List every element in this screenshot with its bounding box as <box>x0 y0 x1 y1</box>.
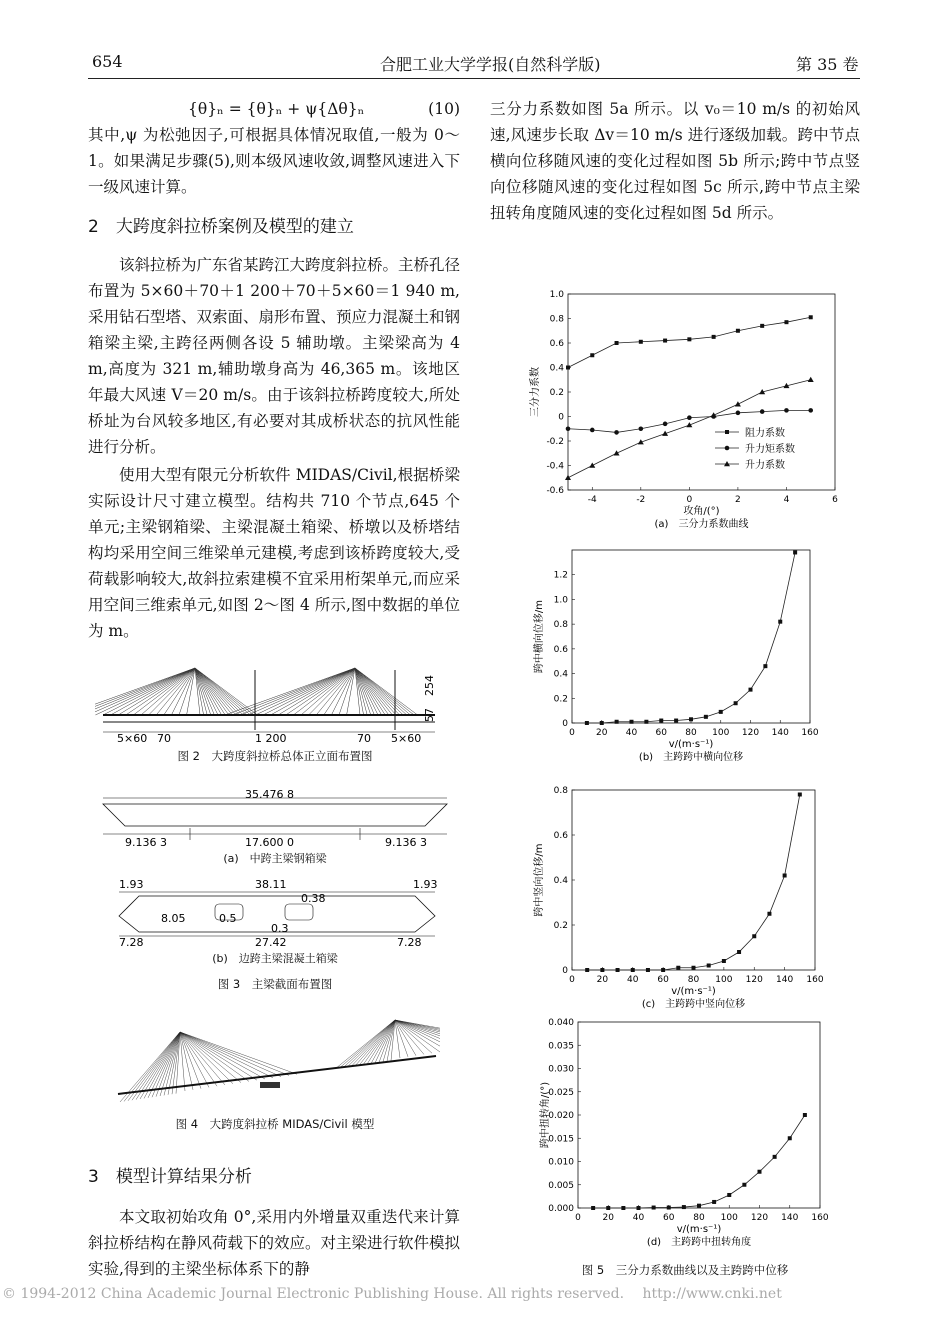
x-tick-label: 0 <box>686 495 693 505</box>
data-point <box>639 426 644 431</box>
data-point <box>722 959 726 963</box>
dim-bottom-mid: 27.42 <box>255 936 287 948</box>
x-tick-label: 160 <box>801 728 819 738</box>
dim-bottom-left: 7.28 <box>119 936 144 948</box>
y-axis-label: 跨中竖向位移/m <box>534 843 545 917</box>
figure-3b-concrete-box-girder <box>95 876 455 948</box>
y-tick-label: 0.8 <box>549 314 564 325</box>
figure-2-bridge-elevation <box>95 660 455 745</box>
data-point <box>585 968 589 972</box>
dim-anchor-span-left: 70 <box>157 732 171 745</box>
chart-5b-lateral-displacement <box>520 540 850 775</box>
dim-tower-height: 254 <box>423 675 436 696</box>
y-tick-label: 1.2 <box>553 570 568 581</box>
y-tick-label: 0.035 <box>548 1041 574 1052</box>
y-tick-label: 0.8 <box>553 620 568 631</box>
plot-frame <box>572 550 810 723</box>
y-tick-label: 0.2 <box>553 694 568 705</box>
right-column <box>490 96 860 226</box>
data-point <box>646 968 650 972</box>
x-tick-label: 100 <box>715 975 733 985</box>
x-axis-label: v/(m·s⁻¹) <box>676 1224 722 1235</box>
data-point <box>615 720 619 724</box>
x-tick-label: 40 <box>627 975 639 985</box>
equation-text: {θ}ₙ = {θ}ₙ + ψ{Δθ}ₙ <box>188 100 365 118</box>
data-point <box>767 912 771 916</box>
dim-cell-gap: 0.5 <box>219 912 237 925</box>
data-point <box>591 1206 595 1210</box>
x-tick-label: 0 <box>575 1213 581 1223</box>
y-tick-label: 0.6 <box>553 644 568 655</box>
x-tick-label: 160 <box>806 975 824 985</box>
data-point <box>712 1200 716 1204</box>
x-tick-label: 20 <box>596 728 608 738</box>
y-tick-label: 0.4 <box>553 669 568 680</box>
chart-5c-vertical-displacement <box>520 780 850 1010</box>
data-point <box>590 428 595 433</box>
dim-left-edge: 1.93 <box>119 878 144 891</box>
y-axis-label: 跨中横向位移/m <box>534 599 545 674</box>
data-point <box>727 1193 731 1197</box>
data-point <box>606 1206 610 1210</box>
x-axis-label: v/(m·s⁻¹) <box>668 739 714 750</box>
x-tick-label: 140 <box>776 975 794 985</box>
data-point <box>803 1113 807 1117</box>
plot-frame <box>578 1022 820 1208</box>
data-point <box>686 422 692 427</box>
data-point <box>711 412 717 417</box>
data-point <box>667 1206 671 1210</box>
legend-marker <box>725 430 729 434</box>
data-point <box>760 409 765 414</box>
dim-pier-height: 57 <box>423 708 436 722</box>
x-tick-label: 60 <box>663 1213 675 1223</box>
data-point <box>773 1155 777 1159</box>
dim-right-edge: 1.93 <box>413 878 438 891</box>
y-tick-label: 0.025 <box>548 1087 574 1098</box>
x-tick-label: 20 <box>596 975 609 985</box>
journal-title: 合肥工业大学学报(自然科学版) <box>380 55 601 74</box>
data-point <box>735 401 741 406</box>
data-point <box>585 721 589 725</box>
page-number: 654 <box>92 52 123 71</box>
dim-center-width: 17.600 0 <box>245 836 294 848</box>
x-axis-label: 攻角/(°) <box>683 506 720 517</box>
chart-5d-torsion-angle <box>520 1012 850 1248</box>
plot-frame <box>568 294 835 490</box>
x-axis-label: v/(m·s⁻¹) <box>671 986 716 997</box>
y-tick-label: 0.020 <box>548 1111 574 1121</box>
paragraph: 其中,ψ 为松弛因子,可根据具体情况取值,一般为 0～1。如果满足步骤(5),则本级风速收敛,调整风速进入下一级风速计算。 <box>88 126 460 196</box>
data-point <box>760 324 764 328</box>
x-tick-label: 60 <box>657 975 669 985</box>
figure-3-caption: 图 3 主梁截面布置图 <box>217 977 333 991</box>
y-tick-label: 0.6 <box>549 339 564 349</box>
data-point <box>663 339 667 343</box>
x-tick-label: 140 <box>781 1213 799 1223</box>
data-point <box>736 411 741 416</box>
x-tick-label: 100 <box>712 728 730 738</box>
data-point <box>621 1206 625 1210</box>
section-heading-3: 3 模型计算结果分析 <box>88 1167 252 1187</box>
y-tick-label: -0.6 <box>546 486 564 496</box>
y-axis-label: 跨中扭转角/(°) <box>540 1081 551 1149</box>
data-point <box>659 719 663 723</box>
x-tick-label: 80 <box>693 1213 705 1223</box>
paragraph: 本文取初始攻角 0°,采用内外增量双重迭代来计算斜拉桥结构在静风荷载下的效应。对主梁进行软件模拟实验,得到的主梁坐标体系下的静 <box>88 1208 461 1278</box>
data-point <box>809 315 813 319</box>
y-tick-label: 0.030 <box>548 1064 574 1075</box>
figure-3b-label: (b) 边跨主梁混凝土箱梁 <box>212 952 338 965</box>
data-point <box>778 620 782 624</box>
chart-title: (d) 主跨跨中扭转角度 <box>646 1237 752 1248</box>
x-tick-label: 6 <box>832 495 838 505</box>
y-tick-label: 0 <box>562 966 568 976</box>
y-tick-label: 0.4 <box>549 363 564 374</box>
y-tick-label: 0.2 <box>549 388 564 398</box>
data-point <box>758 1170 762 1174</box>
x-tick-label: 2 <box>735 495 741 505</box>
section-heading-2: 2 大跨度斜拉桥案例及模型的建立 <box>88 217 354 237</box>
figure-4-midas-model <box>110 1012 440 1108</box>
y-tick-label: 0.040 <box>548 1018 574 1028</box>
x-tick-label: -4 <box>587 495 597 505</box>
dim-anchor-span-right: 70 <box>357 732 371 745</box>
x-tick-label: 0 <box>569 975 575 985</box>
data-point <box>808 408 813 413</box>
paragraph: 三分力系数如图 5a 所示。以 v₀＝10 m/s 的初始风速,风速步长取 Δv＝10 m/s 进行逐级加载。跨中节点横向位移随风速的变化过程如图 5b 所示;跨中节点竖向位移随风速的变化过程如图 5c 所示,跨中节点主梁扭转角度随风速的变化过程如图 5d 所示。 <box>490 100 860 222</box>
data-point <box>689 717 693 721</box>
y-tick-label: 0.2 <box>553 921 568 931</box>
data-point <box>784 408 789 413</box>
y-tick-label: 0 <box>562 719 568 729</box>
y-tick-label: 0 <box>558 412 564 423</box>
data-point <box>687 337 691 341</box>
data-point <box>682 1205 686 1209</box>
data-point <box>704 715 708 719</box>
data-point <box>652 1206 656 1210</box>
data-point <box>663 422 668 427</box>
chart-5a-coefficients <box>520 282 850 534</box>
x-tick-label: 160 <box>811 1213 829 1223</box>
x-tick-label: 40 <box>632 1213 645 1223</box>
series-line <box>568 317 811 367</box>
data-point <box>614 430 619 435</box>
dim-left-cantilever: 9.136 3 <box>125 836 167 848</box>
y-tick-label: 0.010 <box>548 1157 574 1168</box>
x-tick-label: 20 <box>602 1213 614 1223</box>
legend-label: 升力矩系数 <box>745 444 795 455</box>
x-tick-label: 0 <box>569 728 575 738</box>
x-tick-label: 120 <box>745 975 763 985</box>
data-point <box>798 793 802 797</box>
data-point <box>639 340 643 344</box>
x-tick-label: 120 <box>741 728 760 738</box>
y-tick-label: 0.015 <box>548 1134 574 1145</box>
data-point <box>742 1183 746 1187</box>
data-point <box>600 968 604 972</box>
y-tick-label: 0.6 <box>553 831 568 841</box>
header-rule <box>88 78 860 79</box>
series-line <box>593 1115 805 1208</box>
series-line <box>587 552 795 723</box>
data-point <box>712 335 716 339</box>
y-tick-label: -0.2 <box>546 437 564 447</box>
data-point <box>719 710 723 714</box>
dim-main-span: 1 200 <box>255 732 287 745</box>
data-point <box>687 415 692 420</box>
dim-top-width: 38.11 <box>255 878 287 891</box>
legend-marker <box>725 446 730 451</box>
x-tick-label: 4 <box>783 495 790 505</box>
left-column-bottom <box>88 1164 460 1282</box>
x-tick-label: 100 <box>720 1213 738 1223</box>
data-point <box>697 1204 701 1208</box>
data-point <box>644 720 648 724</box>
data-point <box>661 968 665 972</box>
data-point <box>637 1206 641 1210</box>
equation-number: (10) <box>428 100 460 118</box>
y-tick-label: -0.4 <box>546 461 564 472</box>
series-line <box>587 795 800 971</box>
equation-10 <box>88 96 460 122</box>
data-point <box>616 968 620 972</box>
dim-total-width: 35.476 8 <box>245 788 294 801</box>
data-point <box>737 950 741 954</box>
data-point <box>615 341 619 345</box>
copyright-footer: © 1994-2012 China Academic Journal Electronic Publishing House. All rights reserved. http://www.cnki.net <box>2 1286 782 1302</box>
data-point <box>589 463 595 468</box>
data-point <box>566 426 571 431</box>
x-tick-label: 80 <box>685 728 697 738</box>
data-point <box>676 966 680 970</box>
data-point <box>793 550 797 554</box>
data-point <box>749 688 753 692</box>
data-point <box>630 720 634 724</box>
dim-cell-width: 8.05 <box>161 912 186 925</box>
legend-label: 升力系数 <box>745 460 785 471</box>
plot-frame <box>572 790 815 970</box>
y-tick-label: 1.0 <box>553 595 568 606</box>
data-point <box>752 934 756 938</box>
data-point <box>631 968 635 972</box>
dim-bottom-right: 7.28 <box>397 936 422 948</box>
paragraph: 该斜拉桥为广东省某跨江大跨度斜拉桥。主桥孔径布置为 5×60＋70＋1 200＋70＋5×60＝1 940 m,采用钻石型塔、双索面、扇形布置、预应力混凝土和钢箱梁主梁,主跨径两侧各设 5 辅助墩。主梁梁高为 4 m,高度为 321 m,辅助墩身高为 46,365 m。该地区年最大风速 V＝20 m/s。由于该斜拉桥跨度较大,所处桥址为台风较多地区,有必要对其成桥状态的抗风性能进行分析。 <box>88 256 461 456</box>
dim-side-spans-right: 5×60 <box>391 732 422 745</box>
chart-title: (a) 三分力系数曲线 <box>654 519 749 530</box>
x-tick-label: 80 <box>687 975 700 985</box>
data-point <box>763 664 767 668</box>
figure-3a-steel-box-girder <box>95 788 455 848</box>
data-point <box>784 320 788 324</box>
figure-5-caption: 图 5 三分力系数曲线以及主跨跨中位移 <box>581 1263 789 1277</box>
left-column <box>88 96 460 644</box>
chart-title: (b) 主跨跨中横向位移 <box>638 752 744 763</box>
volume-number: 第 35 卷 <box>796 55 859 74</box>
data-point <box>614 450 620 455</box>
x-tick-label: -2 <box>636 495 646 505</box>
dim-slab-thick: 0.3 <box>271 922 289 935</box>
data-point <box>788 1136 792 1140</box>
data-point <box>783 874 787 878</box>
y-tick-label: 0.4 <box>553 876 568 886</box>
data-point <box>566 366 570 370</box>
chart-title: (c) 主跨跨中竖向位移 <box>641 999 746 1010</box>
y-tick-label: 1.0 <box>549 290 564 300</box>
legend-label: 阻力系数 <box>745 428 785 439</box>
data-point <box>674 719 678 723</box>
data-point <box>692 966 696 970</box>
figure-3a-label: (a) 中跨主梁钢箱梁 <box>223 852 327 865</box>
y-tick-label: 0.005 <box>548 1180 574 1191</box>
y-axis-label: 三分力系数 <box>530 367 541 417</box>
x-tick-label: 40 <box>625 728 638 738</box>
x-tick-label: 140 <box>771 728 789 738</box>
data-point <box>590 353 594 357</box>
data-point <box>736 329 740 333</box>
dim-side-spans-left: 5×60 <box>117 732 148 745</box>
data-point <box>734 701 738 705</box>
dim-web-thick: 0.38 <box>301 892 326 905</box>
paragraph: 使用大型有限元分析软件 MIDAS/Civil,根据桥梁实际设计尺寸建立模型。结构共 710 个节点,645 个单元;主梁钢箱梁、主梁混凝土箱梁、桥墩以及桥塔结构均采用空间三维梁单元建模,考虑到该桥跨度较大,受荷载影响较大,故斜拉索建模不宜采用桁架单元,而应采用空间三维索单元,如图 2～图 4 所示,图中数据的单位为 m。 <box>88 466 460 640</box>
y-tick-label: 0.000 <box>548 1204 574 1214</box>
figure-4-caption: 图 4 大跨度斜拉桥 MIDAS/Civil 模型 <box>175 1117 375 1131</box>
data-point <box>600 721 604 725</box>
data-point <box>707 964 711 968</box>
data-point <box>565 475 571 480</box>
data-point <box>808 377 814 382</box>
x-tick-label: 120 <box>750 1213 769 1223</box>
x-tick-label: 60 <box>655 728 667 738</box>
dim-right-cantilever: 9.136 3 <box>385 836 427 848</box>
y-tick-label: 0.8 <box>553 786 568 796</box>
figure-2-caption: 图 2 大跨度斜拉桥总体正立面布置图 <box>177 749 373 763</box>
